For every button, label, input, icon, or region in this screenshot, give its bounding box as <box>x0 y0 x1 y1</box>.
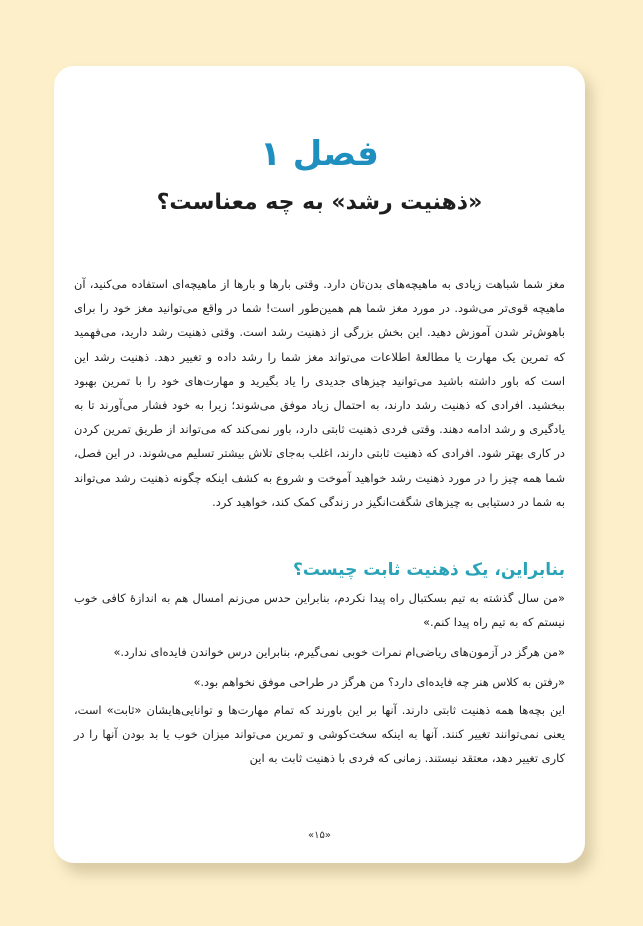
page-number: «۱۵» <box>308 830 331 841</box>
quote-basketball: «من سال گذشته به تیم بسکتبال راه پیدا نکردم، بنابراین حدس می‌زنم امسال هم به اندازهٔ کافی خوب نیستم که به تیم راه پیدا کنم.» <box>74 591 565 630</box>
chapter-subtitle: «ذهنیت رشد» به چه معناست؟ <box>156 190 483 215</box>
quote-math: «من هرگز در آزمون‌های ریاضی‌ام نمرات خوبی نمی‌گیرم، بنابراین درس خواندن فایده‌ای ندارد.» <box>113 645 565 660</box>
intro-paragraph: مغز شما شباهت زیادی به ماهیچه‌های بدن‌تان دارد. وقتی بارها و بارها از ماهیچه‌ای استفاده می‌کنید، آن ماهیچه قوی‌تر می‌شود. در مورد مغز شما هم همین‌طور است! شما در واقع می‌توانید مغز خود را برای باهوش‌تر شدن آموزش دهید. این بخش بزرگی از ذهنیت رشد است. وقتی ذهنیت رشد دارید، می‌فهمید که تمرین یک مهارت یا مطالعهٔ اطلاعات می‌تواند مغز شما را رشد داده و تغییر دهد. ذهنیت رشد این است که باور داشته باشید می‌توانید چیزهای جدیدی را یاد بگیرید و مهارت‌های خود را با تمرین بهبود ببخشید. افرادی که ذهنیت رشد دارند، به احتمال زیاد موفق می‌شوند؛ زیرا به خود فشار می‌آورند تا به یادگیری و رشد ادامه دهند. وقتی فردی ذهنیت ثابتی دارد، باور نمی‌کند که می‌تواند از طریق تمرین کردن در کاری بهتر شود. افرادی که ذهنیت ثابتی دارند، اغلب به‌جای تلاش بیشتر تسلیم می‌شوند. در این فصل، شما همه چیز را در مورد ذهنیت رشد خواهید آموخت و شروع به کشف اینکه چگونه ذهنیت رشد می‌تواند به شما در دستیابی به چیزهای شگفت‌انگیز در زندگی کمک کند، خواهید کرد. <box>74 277 565 509</box>
closing-paragraph: این بچه‌ها همه ذهنیت ثابتی دارند. آنها بر این باورند که تمام مهارت‌ها و توانایی‌هایشان «ثابت» است، یعنی نمی‌توانند تغییر کنند. آنها به اینکه سخت‌کوشی و تمرین می‌تواند میزان خوب یا بد بودن آنها را در کاری تغییر دهد، معتقد نیستند. زمانی که فردی با ذهنیت ثابت به این <box>74 703 565 766</box>
quote-art: «رفتن به کلاس هنر چه فایده‌ای دارد؟ من هرگز در طراحی موفق نخواهم بود.» <box>193 675 565 690</box>
section-heading: بنابراین، یک ذهنیت ثابت چیست؟ <box>293 560 565 581</box>
book-page <box>54 66 585 863</box>
chapter-title: فصل ۱ <box>260 134 379 174</box>
